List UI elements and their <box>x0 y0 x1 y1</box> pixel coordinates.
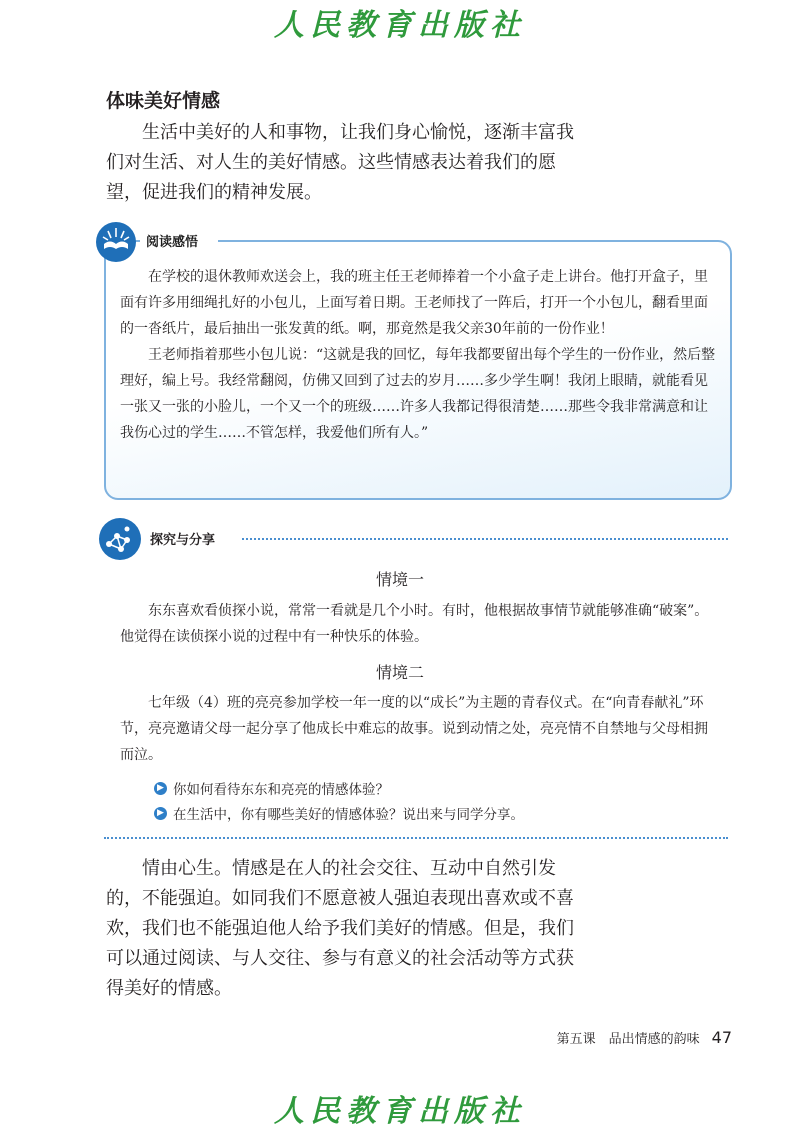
scene-two-text: 七年级（4）班的亮亮参加学校一年一度的以“成长”为主题的青春仪式。在“向青春献礼”环节，亮亮邀请父母一起分享了他成长中难忘的故事。说到动情之处，亮亮情不自禁地与父母相拥而泣。 <box>120 695 708 763</box>
scene-two-title: 情境二 <box>375 663 424 682</box>
reading-label: 阅读感悟 <box>146 235 199 250</box>
molecule-icon <box>99 518 141 560</box>
scene-one-title: 情境一 <box>375 570 424 589</box>
page-number: 47 <box>711 1028 732 1047</box>
outro-paragraph: 情由心生。情感是在人的社会交往、互动中自然引发的，不能强迫。如同我们不愿意被人强迫表现出喜欢或不喜欢，我们也不能强迫他人给予我们美好的情感。但是，我们可以通过阅读、与人交往、参与有意义的社会活动等方式获得美好的情感。 <box>106 858 574 999</box>
arrow-right-icon: ▶ <box>154 782 167 795</box>
reading-text <box>120 264 718 446</box>
page-footer <box>557 1028 732 1047</box>
question-item: ▶ 在生活中，你有哪些美好的情感体验？说出来与同学分享。 <box>154 803 524 823</box>
reading-paragraph: 王老师指着那些小包儿说：“这就是我的回忆，每年我都要留出每个学生的一份作业，然后整理好，编上号。我经常翻阅，仿佛又回到了过去的岁月……多少学生啊！我闭上眼睛，就能看见一张又一张的小脸儿，一个又一个的班级……许多人我都记得很清楚……那些令我非常满意和让我伤心过的学生……不管怎样，我爱他们所有人。” <box>120 347 716 441</box>
explore-label: 探究与分享 <box>150 533 216 548</box>
arrow-right-icon: ▶ <box>154 807 167 820</box>
intro-paragraph: 生活中美好的人和事物，让我们身心愉悦，逐渐丰富我们对生活、对人生的美好情感。这些情感表达着我们的愿望，促进我们的精神发展。 <box>106 122 574 203</box>
reading-paragraph: 在学校的退休教师欢送会上，我的班主任王老师捧着一个小盒子走上讲台。他打开盒子，里面有许多用细绳扎好的小包儿，上面写着日期。王老师找了一阵后，打开一个小包儿，翻看里面的一沓纸片，最后抽出一张发黄的纸。啊，那竟然是我父亲30年前的一份作业！ <box>120 269 708 337</box>
publisher-watermark-top: 人民教育出版社 <box>274 8 526 43</box>
publisher-watermark-bottom: 人民教育出版社 <box>274 1094 526 1129</box>
explore-divider-bottom <box>104 837 728 839</box>
scene-one-text: 东东喜欢看侦探小说，常常一看就是几个小时。有时，他根据故事情节就能够准确“破案”。他觉得在读侦探小说的过程中有一种快乐的体验。 <box>120 603 709 645</box>
explore-divider-top <box>242 538 728 540</box>
section-title: 体味美好情感 <box>106 90 221 112</box>
open-book-icon <box>96 222 136 262</box>
question-item: ▶ 你如何看待东东和亮亮的情感体验？ <box>154 778 389 798</box>
lesson-title: 第五课 品出情感的韵味 <box>556 1032 700 1047</box>
